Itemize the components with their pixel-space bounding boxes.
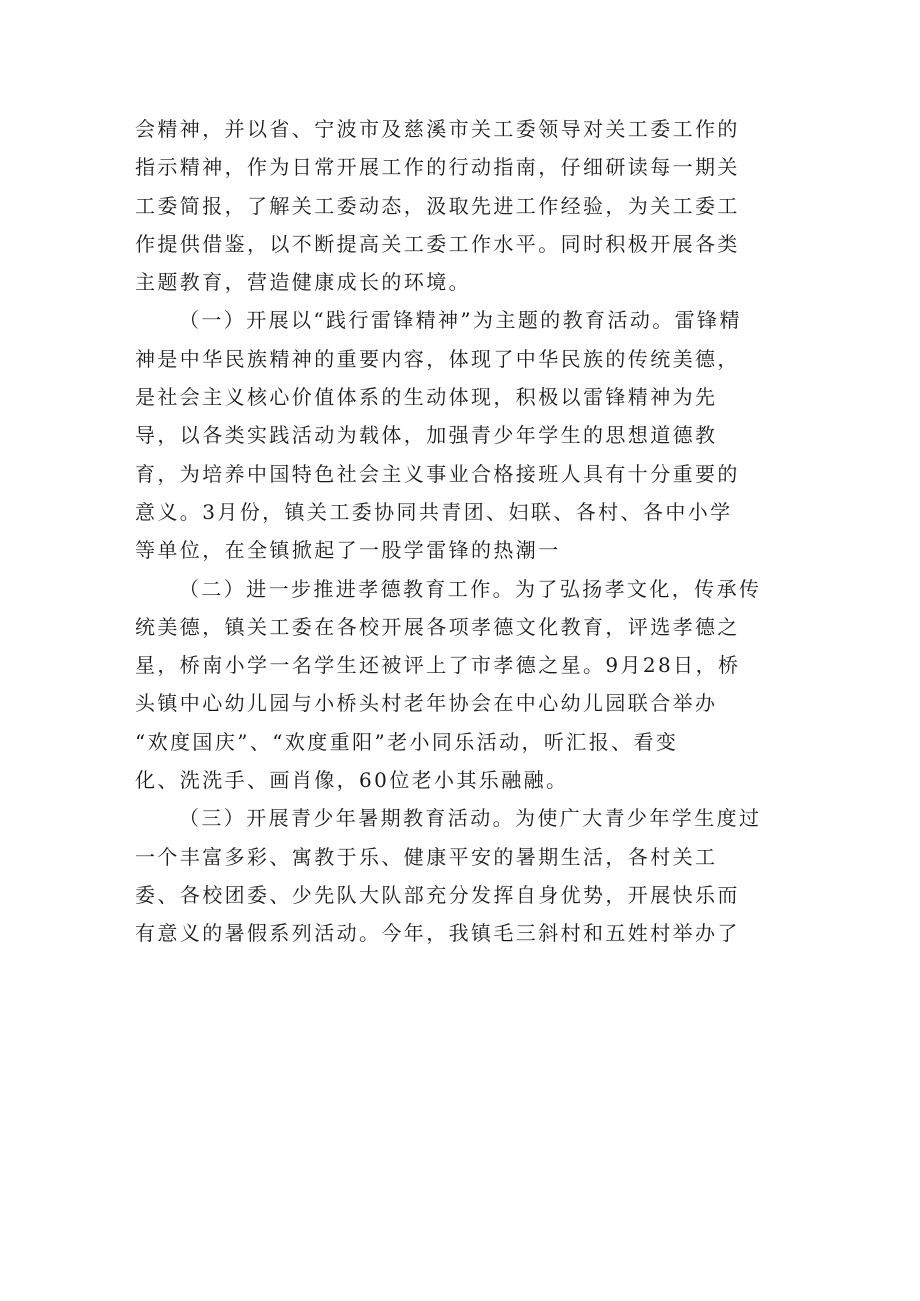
- text-line: 头镇中心幼儿园与小桥头村老年协会在中心幼儿园联合举办: [135, 691, 718, 716]
- text-line: “欢度国庆”、“欢度重阳”老小同乐活动，听汇报、看变: [135, 729, 679, 754]
- paragraph-1-heading-line: （一）开展以“践行雷锋精神”为主题的教育活动。雷锋精: [179, 308, 742, 333]
- text-line: 化、洗洗手、画肖像，60位老小其乐融融。: [135, 768, 569, 793]
- paragraph-2-heading-line: （二）进一步推进孝德教育工作。为了弘扬孝文化，传承传: [179, 576, 762, 601]
- text-line: 一个丰富多彩、寓教于乐、健康平安的暑期生活，各村关工: [135, 844, 718, 869]
- text-line: 意义。3月份，镇关工委协同共青团、妇联、各村、各中小学: [135, 499, 733, 524]
- text-line: 星，桥南小学一名学生还被评上了市孝德之星。9月28日，桥: [135, 653, 741, 678]
- text-line: 工委简报，了解关工委动态，汲取先进工作经验，为关工委工: [135, 193, 740, 218]
- text-line: 神是中华民族精神的重要内容，体现了中华民族的传统美德，: [135, 346, 740, 371]
- paragraph-3-heading-line: （三）开展青少年暑期教育活动。为使广大青少年学生度过: [179, 806, 762, 831]
- text-line: 指示精神，作为日常开展工作的行动指南，仔细研读每一期关: [135, 155, 740, 180]
- body-text: [135, 110, 785, 953]
- text-line: 是社会主义核心价值体系的生动体现，积极以雷锋精神为先: [135, 385, 718, 410]
- text-line: 导，以各类实践活动为载体，加强青少年学生的思想道德教: [135, 423, 718, 448]
- text-line: 主题教育，营造健康成长的环境。: [135, 270, 471, 295]
- text-line: 会精神，并以省、宁波市及慈溪市关工委领导对关工委工作的: [135, 117, 740, 141]
- text-line: 作提供借鉴，以不断提高关工委工作水平。同时积极开展各类: [135, 231, 740, 256]
- text-line: 有意义的暑假系列活动。今年，我镇毛三斜村和五姓村举办了: [135, 921, 740, 946]
- text-line: 统美德，镇关工委在各校开展各项孝德文化教育，评选孝德之: [135, 614, 740, 639]
- text-line: 育，为培养中国特色社会主义事业合格接班人具有十分重要的: [135, 461, 740, 486]
- text-line: 委、各校团委、少先队大队部充分发挥自身优势，开展快乐而: [135, 882, 740, 907]
- text-line: 等单位，在全镇掀起了一股学雷锋的热潮一: [135, 538, 561, 563]
